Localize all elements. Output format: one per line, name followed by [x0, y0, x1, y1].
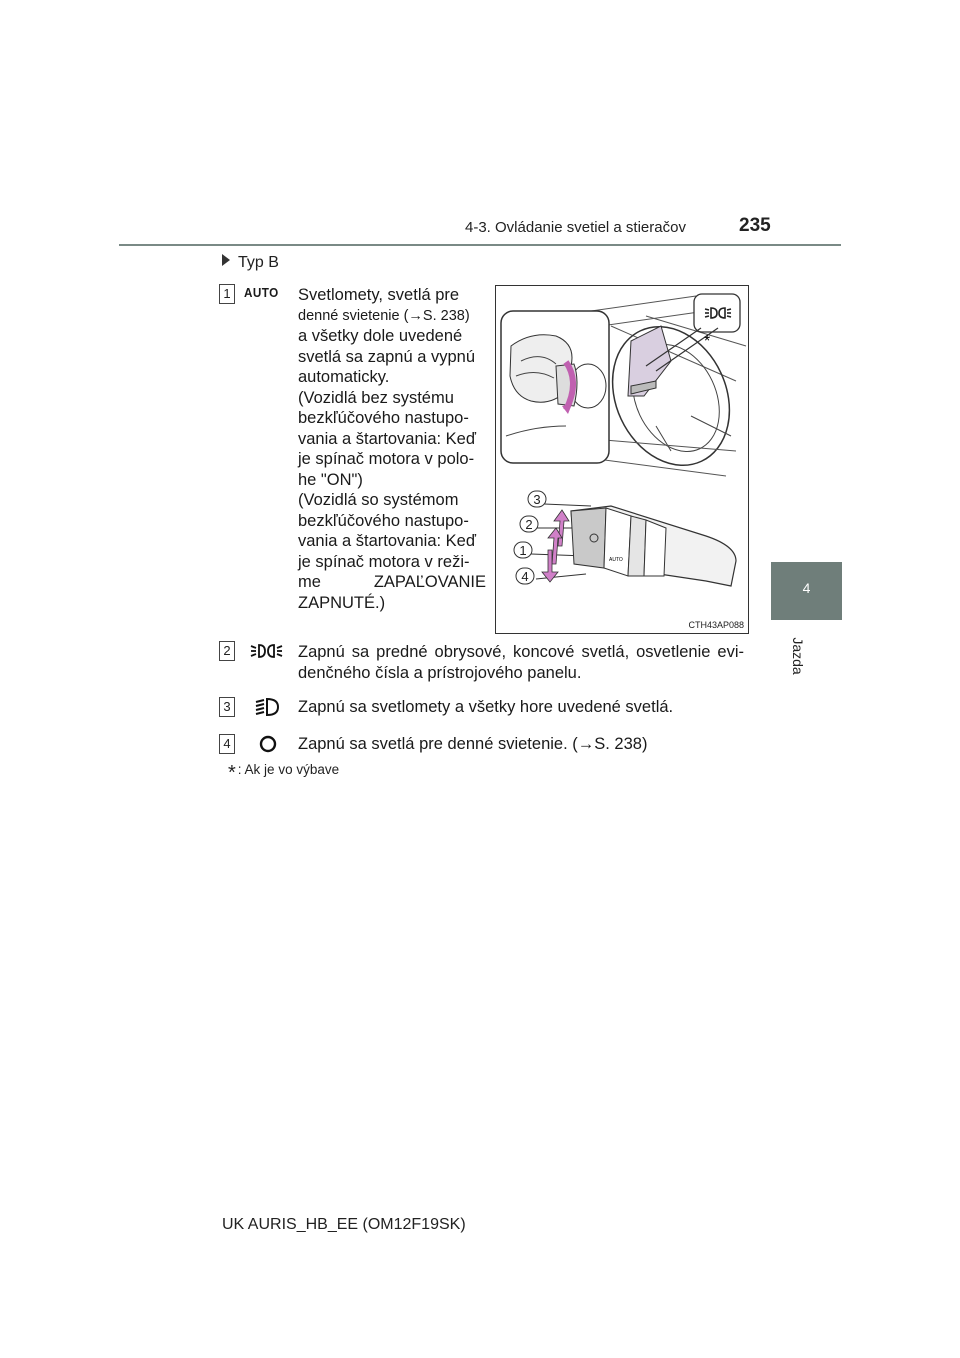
- item-1-line: bezkľúčového nastupo-: [298, 409, 469, 427]
- auto-icon: AUTO: [244, 285, 279, 300]
- headlight-icon: [254, 696, 282, 718]
- light-switch-drawing: [496, 286, 748, 633]
- chapter-number: 4: [802, 580, 811, 596]
- section-title: 4-3. Ovládanie svetiel a stieračov: [465, 219, 686, 236]
- item-4-description: Zapnú sa svetlá pre denné svietenie. (→S. 238): [298, 735, 648, 753]
- item-1-line: svetlá sa zapnú a vypnú: [298, 347, 476, 366]
- footnote-text: : Ak je vo výbave: [237, 762, 340, 777]
- footnote: [228, 762, 339, 785]
- chapter-tab[interactable]: [771, 562, 842, 620]
- type-heading: [222, 254, 279, 272]
- callout-2: 2: [525, 517, 533, 532]
- triangle-bullet-icon: [222, 254, 230, 266]
- item-1-line: a všetky dole uvedené: [298, 327, 463, 345]
- item-1-line: automaticky.: [298, 368, 390, 386]
- side-lights-icon: [249, 641, 285, 661]
- item-number-1: 1: [219, 284, 235, 304]
- item-1-line: vania a štartovania: Keď: [298, 532, 476, 550]
- item-2-description: [298, 642, 744, 684]
- item-1-line: he "ON"): [298, 470, 363, 489]
- chapter-label-text: Jazda: [790, 637, 806, 675]
- item-1-line: je spínač motora v polo-: [298, 450, 475, 468]
- item-1-line: Svetlomety, svetlá pre: [298, 286, 460, 304]
- switch-auto-label: AUTO: [609, 557, 623, 563]
- item-1-line: denné svietenie (→S. 238): [298, 307, 470, 324]
- item-1-line: (Vozidlá so systémom: [298, 491, 459, 509]
- footnote-mark: *: [228, 762, 236, 784]
- header-divider: [119, 244, 841, 246]
- callout-1: 1: [519, 543, 527, 558]
- item-1-line: me ZAPAĽOVANIE: [298, 573, 486, 591]
- item-1-line: bezkľúčového nastupo-: [298, 511, 469, 530]
- item-3-description: Zapnú sa svetlomety a všetky hore uvedené svetlá.: [298, 698, 674, 716]
- callout-3: 3: [533, 492, 541, 507]
- item-number-2: 2: [219, 641, 235, 661]
- illustration-code: CTH43AP088: [688, 620, 744, 630]
- item-2-line: denčného čísla a prístrojového panelu.: [298, 664, 582, 682]
- item-1-line: (Vozidlá bez systému: [298, 388, 454, 407]
- item-number-4: 4: [219, 734, 235, 754]
- drl-icon: [258, 734, 278, 754]
- chapter-label: [786, 630, 806, 690]
- callout-4: 4: [521, 569, 529, 584]
- document-code: UK AURIS_HB_EE (OM12F19SK): [222, 1216, 466, 1233]
- page-number: 235: [739, 215, 771, 236]
- item-number-3: 3: [219, 697, 235, 717]
- item-1-line: je spínač motora v reži-: [298, 552, 470, 571]
- item-1-line: ZAPNUTÉ.): [298, 593, 386, 612]
- type-heading-text: Typ B: [238, 254, 279, 271]
- light-switch-illustration: [495, 285, 749, 634]
- item-2-line: Zapnú sa predné obrysové, koncové svetlá, osvetlenie evi-: [298, 643, 744, 661]
- item-1-line: vania a štartovania: Keď: [298, 429, 476, 448]
- item-1-description: [298, 285, 486, 613]
- illustration-asterisk: *: [704, 333, 711, 350]
